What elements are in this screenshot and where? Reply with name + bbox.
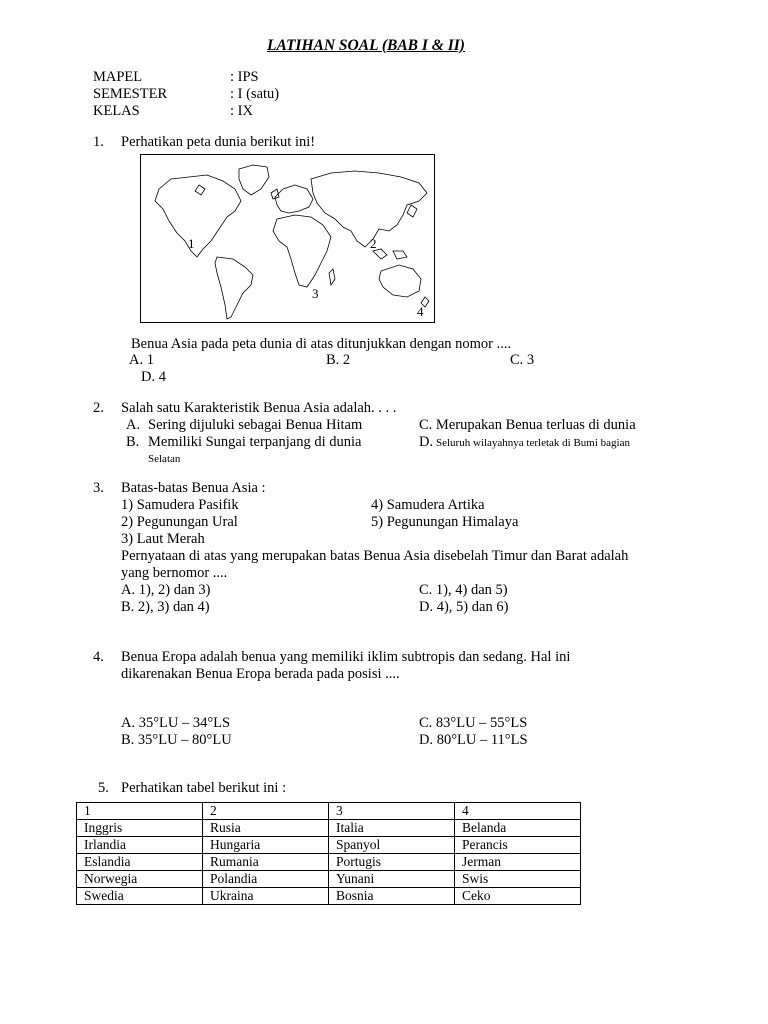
country-table	[76, 802, 581, 905]
page-title: LATIHAN SOAL (BAB I & II)	[267, 37, 465, 54]
q4-option-a: A. 35°LU – 34°LS	[121, 715, 231, 731]
table-cell: Belanda	[455, 820, 581, 837]
q1-option-c: C. 3	[510, 352, 535, 368]
table-cell: Italia	[329, 820, 455, 837]
q3-text: Batas-batas Benua Asia :	[121, 480, 266, 496]
q1-text: Perhatikan peta dunia berikut ini!	[121, 134, 316, 150]
q1-option-a: A. 1	[129, 352, 154, 368]
q4-option-c: C. 83°LU – 55°LS	[419, 715, 528, 731]
q1-option-b: B. 2	[326, 352, 351, 368]
table-cell: Bosnia	[329, 888, 455, 905]
q2-option-d-letter: D.	[419, 434, 434, 450]
info-value-mapel: : IPS	[230, 69, 259, 85]
table-row	[77, 837, 581, 854]
q2-text: Salah satu Karakteristik Benua Asia adalah. . . .	[121, 400, 397, 416]
table-cell: Jerman	[455, 854, 581, 871]
table-header-cell: 3	[329, 803, 455, 820]
q3-item-3: 3) Laut Merah	[121, 531, 205, 547]
table-cell: Portugis	[329, 854, 455, 871]
q2-option-a: Sering dijuluki sebagai Benua Hitam	[148, 417, 363, 433]
table-cell: Swedia	[77, 888, 203, 905]
info-value-semester: : I (satu)	[230, 86, 280, 102]
q2-option-d-continued: Selatan	[148, 453, 181, 465]
q3-item-5: 5) Pegunungan Himalaya	[371, 514, 519, 530]
q2-option-b-letter: B.	[126, 434, 140, 450]
table-cell: Ceko	[455, 888, 581, 905]
table-cell: Hungaria	[203, 837, 329, 854]
info-label-semester: SEMESTER	[93, 86, 168, 102]
world-map	[140, 154, 435, 323]
table-cell: Rumania	[203, 854, 329, 871]
q2-number: 2.	[93, 400, 104, 416]
info-value-kelas: : IX	[230, 103, 253, 119]
info-label-kelas: KELAS	[93, 103, 140, 119]
q3-item-1: 1) Samudera Pasifik	[121, 497, 239, 513]
table-cell: Spanyol	[329, 837, 455, 854]
q4-option-b: B. 35°LU – 80°LU	[121, 732, 232, 748]
q4-text-line1: Benua Eropa adalah benua yang memiliki iklim subtropis dan sedang. Hal ini	[121, 649, 571, 665]
q1-option-d: D. 4	[141, 369, 166, 385]
table-row	[77, 854, 581, 871]
table-cell: Ukraina	[203, 888, 329, 905]
table-row	[77, 888, 581, 905]
q2-option-c: C. Merupakan Benua terluas di dunia	[419, 417, 636, 433]
map-label-2: 2	[370, 236, 377, 251]
map-label-3: 3	[312, 286, 319, 301]
table-cell: Norwegia	[77, 871, 203, 888]
map-label-4: 4	[417, 304, 424, 319]
q3-option-a: A. 1), 2) dan 3)	[121, 582, 211, 598]
table-cell: Polandia	[203, 871, 329, 888]
table-cell: Swis	[455, 871, 581, 888]
q5-number: 5.	[98, 780, 109, 796]
info-label-mapel: MAPEL	[93, 69, 143, 85]
q2-option-d: Seluruh wilayahnya terletak di Bumi bagian	[436, 437, 630, 449]
q3-item-2: 2) Pegunungan Ural	[121, 514, 238, 530]
table-cell: Yunani	[329, 871, 455, 888]
table-cell: Eslandia	[77, 854, 203, 871]
table-cell: Rusia	[203, 820, 329, 837]
q3-item-4: 4) Samudera Artika	[371, 497, 485, 513]
world-map-outline	[141, 155, 434, 322]
table-cell: Irlandia	[77, 837, 203, 854]
q2-option-b: Memiliki Sungai terpanjang di dunia	[148, 434, 362, 450]
q3-stem-line1: Pernyataan di atas yang merupakan batas Benua Asia disebelah Timur dan Barat adalah	[121, 548, 629, 564]
q3-option-c: C. 1), 4) dan 5)	[419, 582, 508, 598]
q4-text-line2: dikarenakan Benua Eropa berada pada posisi ....	[121, 666, 400, 682]
table-row	[77, 871, 581, 888]
table-cell: Perancis	[455, 837, 581, 854]
q3-option-b: B. 2), 3) dan 4)	[121, 599, 210, 615]
table-header-cell: 1	[77, 803, 203, 820]
q4-option-d: D. 80°LU – 11°LS	[419, 732, 528, 748]
q3-number: 3.	[93, 480, 104, 496]
q3-stem-line2: yang bernomor ....	[121, 565, 228, 581]
map-label-1: 1	[188, 236, 195, 251]
q5-text: Perhatikan tabel berikut ini :	[121, 780, 287, 796]
table-header-cell: 4	[455, 803, 581, 820]
q1-stem: Benua Asia pada peta dunia di atas ditunjukkan dengan nomor ....	[131, 336, 512, 352]
q2-option-a-letter: A.	[126, 417, 141, 433]
table-cell: Inggris	[77, 820, 203, 837]
table-row	[77, 820, 581, 837]
q3-option-d: D. 4), 5) dan 6)	[419, 599, 509, 615]
table-header-cell: 2	[203, 803, 329, 820]
q1-number: 1.	[93, 134, 104, 150]
q4-number: 4.	[93, 649, 104, 665]
table-header-row	[77, 803, 581, 820]
